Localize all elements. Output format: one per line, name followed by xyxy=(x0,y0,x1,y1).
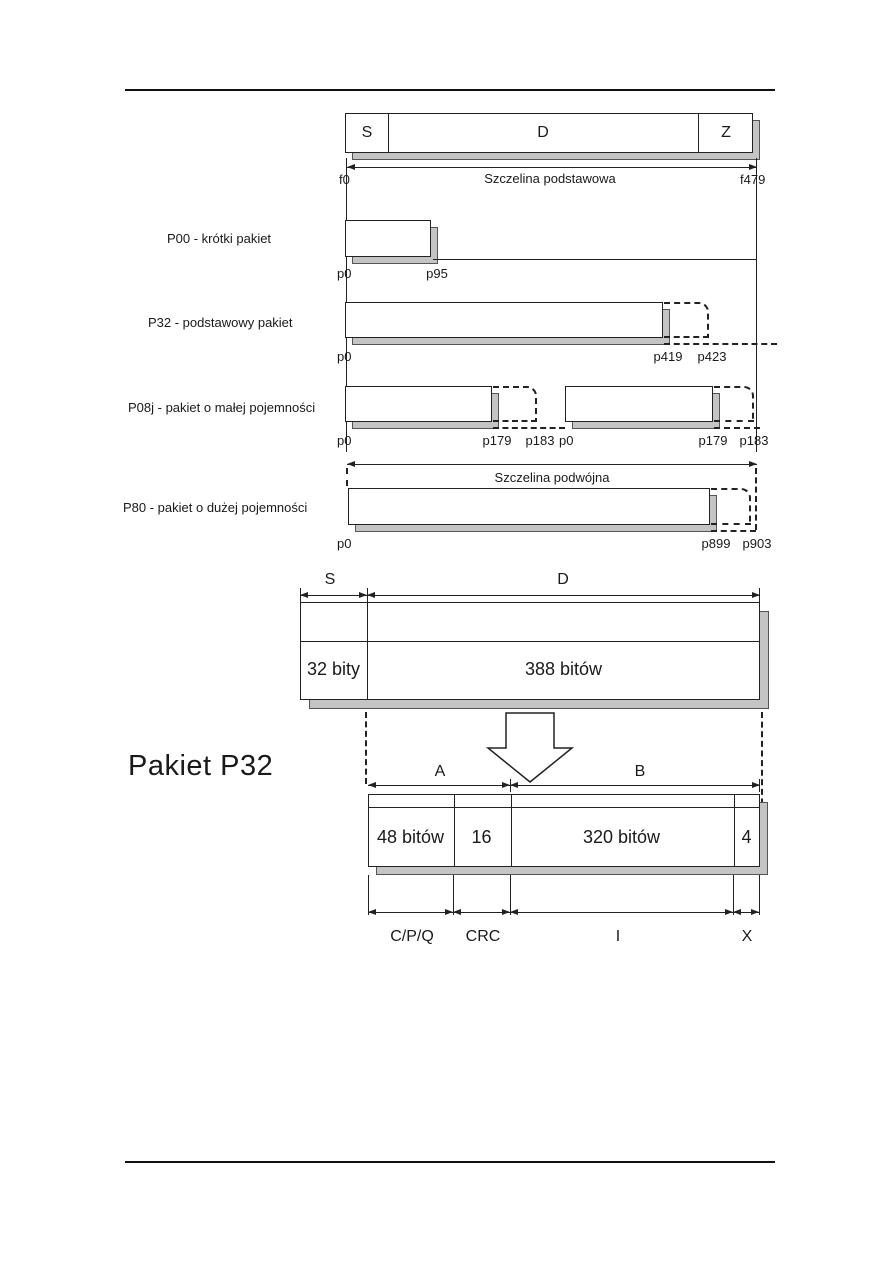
p08j-face-2 xyxy=(565,386,713,422)
p80-packet-box xyxy=(348,488,710,525)
p08j-marker-p179-2: p179 xyxy=(698,433,728,448)
detail-cell-size-crc: 16 xyxy=(471,827,492,847)
detail-d-label: D xyxy=(557,571,569,588)
p08j-face-1 xyxy=(345,386,492,422)
p80-double-slot-arrow xyxy=(347,464,757,465)
detail-lower-inner-line xyxy=(369,807,759,808)
slot-bar xyxy=(345,113,753,153)
row-label-p32: P32 - podstawowy pakiet xyxy=(148,315,293,330)
slot-start-label: f0 xyxy=(339,172,350,187)
detail-dash-left xyxy=(365,712,367,784)
detail-upper-inner-line xyxy=(301,641,759,642)
detail-cell-size-i: 320 bitów xyxy=(582,827,661,847)
p08j-marker-p183-2: p183 xyxy=(739,433,769,448)
down-arrow-icon xyxy=(480,710,580,785)
p80-extension-box xyxy=(711,488,751,525)
bottom-rule xyxy=(125,1161,775,1163)
slot-cell-d: D xyxy=(537,124,549,141)
p32-marker-p419: p419 xyxy=(653,349,683,364)
detail-upper-box xyxy=(300,602,760,700)
p80-face xyxy=(348,488,710,525)
p08j-packet-box-2 xyxy=(565,386,713,422)
p80-marker-p903: p903 xyxy=(742,536,772,551)
detail-cell-size-cpq: 48 bitów xyxy=(376,827,445,847)
field-dimension-x xyxy=(733,912,759,913)
detail-a-label: A xyxy=(434,763,446,780)
p08j-extension-baseline-2 xyxy=(714,427,760,429)
p08j-marker-p0-2: p0 xyxy=(559,433,574,448)
field-name-crc: CRC xyxy=(465,928,501,945)
field-dimension-cpq xyxy=(368,912,453,913)
field-name-x: X xyxy=(741,928,753,945)
p80-extension-baseline xyxy=(711,530,756,532)
slot-caption: Szczelina podstawowa xyxy=(484,171,616,186)
p80-dash-left xyxy=(346,468,348,486)
field-ext-line-5 xyxy=(759,875,760,915)
p08j-bridge-baseline xyxy=(493,427,565,429)
p00-face xyxy=(345,220,431,257)
p32-face xyxy=(345,302,663,338)
p80-marker-p899: p899 xyxy=(701,536,731,551)
detail-upper-face xyxy=(300,602,760,700)
field-dimension-crc xyxy=(453,912,510,913)
field-dimension-i xyxy=(510,912,733,913)
p08j-extension-box-2 xyxy=(714,386,754,422)
detail-upper-divider xyxy=(367,603,368,699)
p00-marker-p0: p0 xyxy=(337,266,352,281)
field-name-cpq: C/P/Q xyxy=(390,928,434,945)
p32-packet-box xyxy=(345,302,663,338)
p08j-extension-box-1 xyxy=(493,386,537,422)
slot-dimension-arrow xyxy=(347,167,757,168)
detail-s-size: 32 bity xyxy=(306,659,361,679)
p32-marker-p0: p0 xyxy=(337,349,352,364)
detail-a-dimension xyxy=(368,785,510,786)
p80-caption: Szczelina podwójna xyxy=(494,470,610,485)
p80-dash-right xyxy=(755,468,757,530)
p08j-marker-p183-1: p183 xyxy=(525,433,555,448)
slot-end-label: f479 xyxy=(740,172,766,187)
slot-cell-s: S xyxy=(361,124,373,141)
row-label-p80: P80 - pakiet o dużej pojemności xyxy=(123,500,308,515)
p00-marker-p95: p95 xyxy=(426,266,448,281)
detail-title: Pakiet P32 xyxy=(128,750,274,782)
detail-d-dimension xyxy=(367,595,760,596)
slot-bar-face xyxy=(345,113,753,153)
row-label-p00: P00 - krótki pakiet xyxy=(167,231,272,246)
detail-cell-size-x: 4 xyxy=(741,827,752,847)
ref-line-right xyxy=(756,158,757,452)
p32-marker-p423: p423 xyxy=(697,349,727,364)
row-label-p08j: P08j - pakiet o małej pojemności xyxy=(128,400,316,415)
p00-packet-box xyxy=(345,220,431,257)
p00-baseline xyxy=(433,259,756,260)
p08j-packet-box-1 xyxy=(345,386,492,422)
field-name-i: I xyxy=(615,928,621,945)
slot-cell-z: Z xyxy=(721,124,731,141)
detail-b-label: B xyxy=(634,763,646,780)
p08j-marker-p179-1: p179 xyxy=(482,433,512,448)
p32-extension-box xyxy=(664,302,709,338)
p08j-marker-p0-1: p0 xyxy=(337,433,352,448)
detail-b-dimension xyxy=(510,785,760,786)
detail-s-label: S xyxy=(324,571,336,588)
p80-marker-p0: p0 xyxy=(337,536,352,551)
p32-extension-baseline xyxy=(664,343,777,345)
top-rule xyxy=(125,89,775,91)
detail-d-size: 388 bitów xyxy=(524,659,603,679)
detail-s-dimension xyxy=(300,595,367,596)
